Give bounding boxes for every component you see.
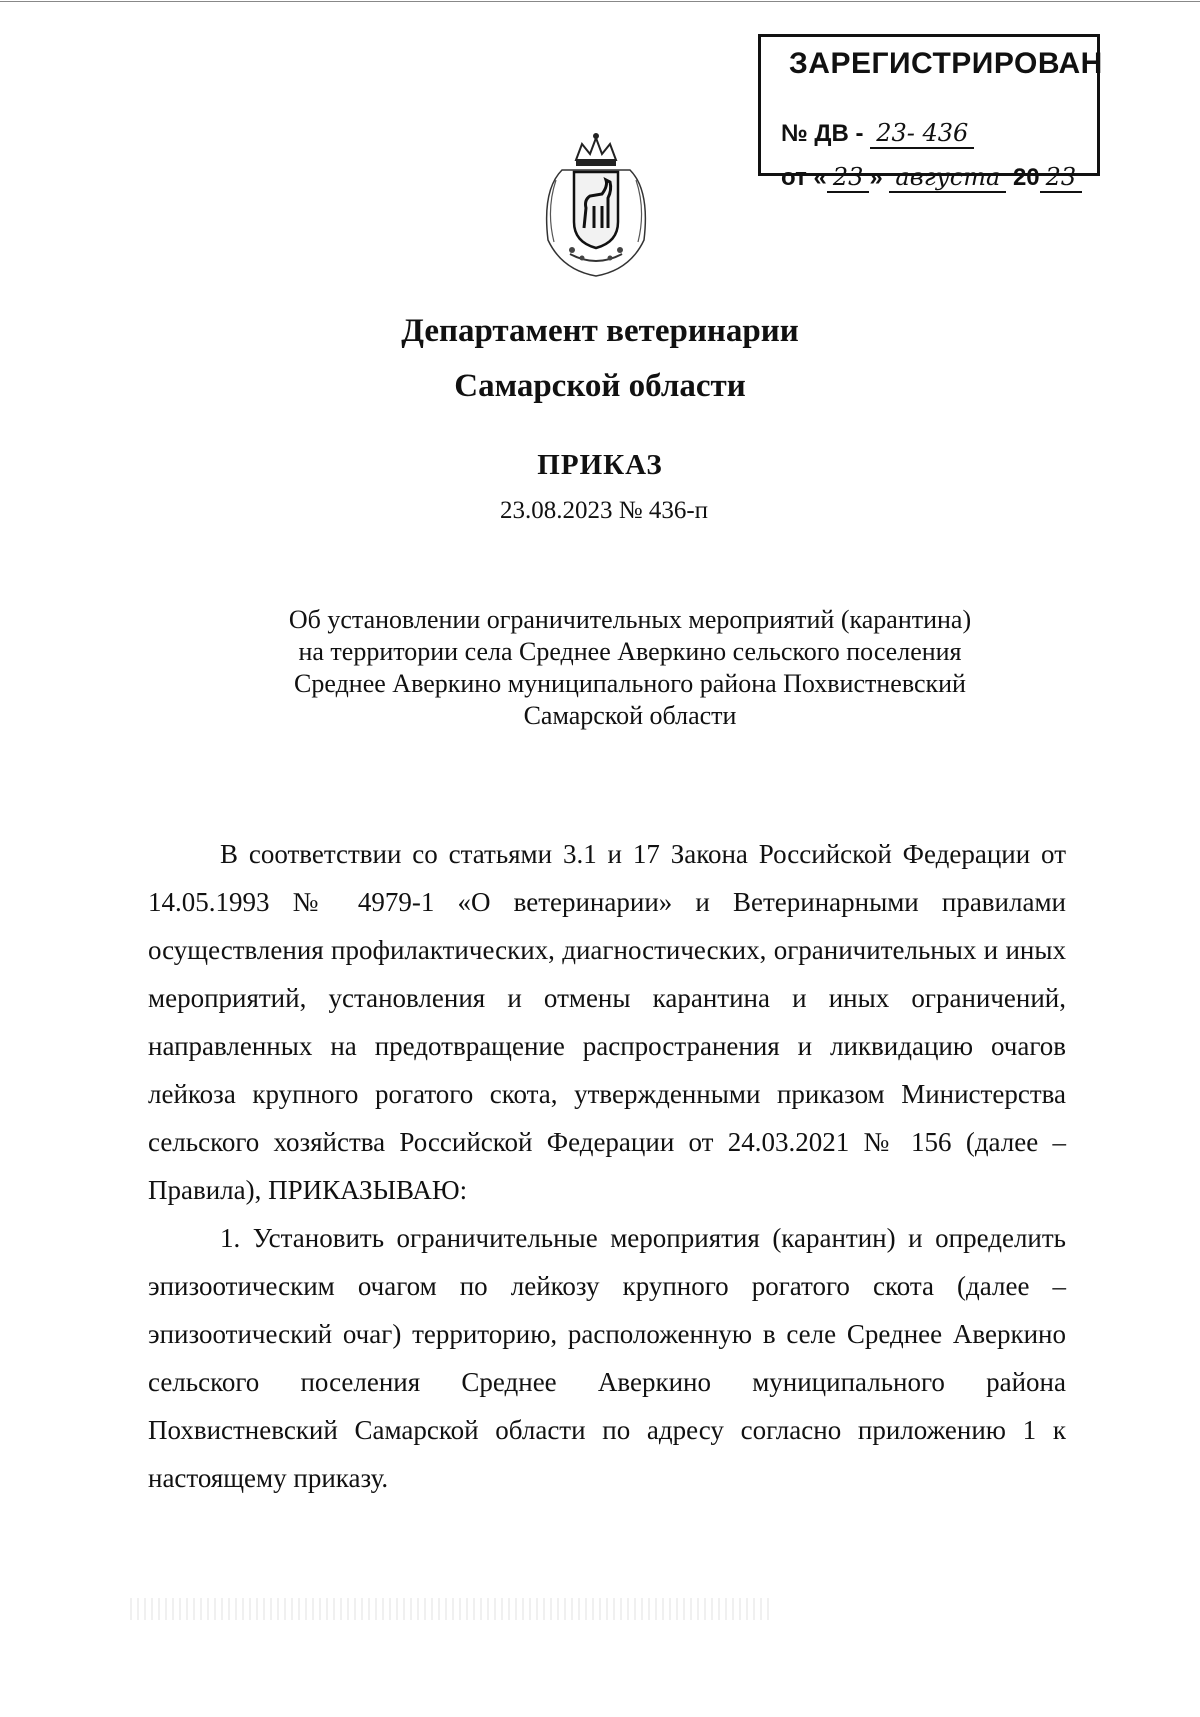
subject-line: Самарской области: [523, 701, 737, 730]
department-name-line1: Департамент ветеринарии: [401, 313, 799, 349]
samara-coat-of-arms-icon: [532, 130, 660, 280]
document-date-number: 23.08.2023 № 436-п: [499, 497, 709, 524]
document-body: [148, 830, 1066, 1502]
scan-edge-line: [0, 1, 1200, 2]
stamp-date-prefix: от «: [781, 164, 827, 191]
document-subject: [250, 604, 1010, 732]
body-paragraph-2: 1. Установить ограничительные мероприятия (карантин) и определить эпизоотическим очагом по лейкозу крупного рогатого скота (далее – эпизоотический очаг) территорию, расположенную в селе Среднее Аверкино сельского поселения Среднее Аверкино муниципального района Похвистневский Самарской области по адресу согласно приложению 1 к настоящему приказу.: [148, 1223, 1066, 1493]
body-paragraph-1: В соответствии со статьями 3.1 и 17 Закона Российской Федерации от 14.05.1993 № 4979-1 «О ветеринарии» и Ветеринарными правилами осуществления профилактических, диагностических, ограничительных и иных мероприятий, установления и отмены карантина и иных ограничений, направленных на предотвращение распространения и ликвидацию очагов лейкоза крупного рогатого скота, утвержденными приказом Министерства сельского хозяйства Российской Федерации от 24.03.2021 № 156 (далее – Правила), ПРИКАЗЫВАЮ:: [148, 839, 1066, 1205]
stamp-date-line: [781, 163, 1082, 193]
stamp-date-year-prefix: 20: [1012, 164, 1040, 191]
stamp-title: ЗАРЕГИСТРИРОВАН: [789, 47, 1103, 80]
subject-line: Об установлении ограничительных мероприятий (карантина): [288, 605, 972, 634]
department-name-line2: Самарской области: [454, 368, 746, 404]
stamp-number-line: [781, 119, 974, 149]
stamp-number-value: 23- 436: [870, 119, 974, 149]
subject-line: на территории села Среднее Аверкино сельского поселения: [298, 637, 962, 666]
scan-noise: [130, 1598, 770, 1620]
stamp-date-day: 23: [827, 163, 870, 193]
stamp-date-mid: »: [869, 164, 883, 191]
document-type: ПРИКАЗ: [537, 449, 663, 481]
registration-stamp: [758, 34, 1103, 191]
stamp-number-prefix: № ДВ -: [781, 120, 864, 147]
stamp-date-month: августа: [889, 163, 1006, 193]
stamp-date-year-suffix: 23: [1040, 163, 1083, 193]
subject-line: Среднее Аверкино муниципального района Похвистневский: [294, 669, 966, 698]
